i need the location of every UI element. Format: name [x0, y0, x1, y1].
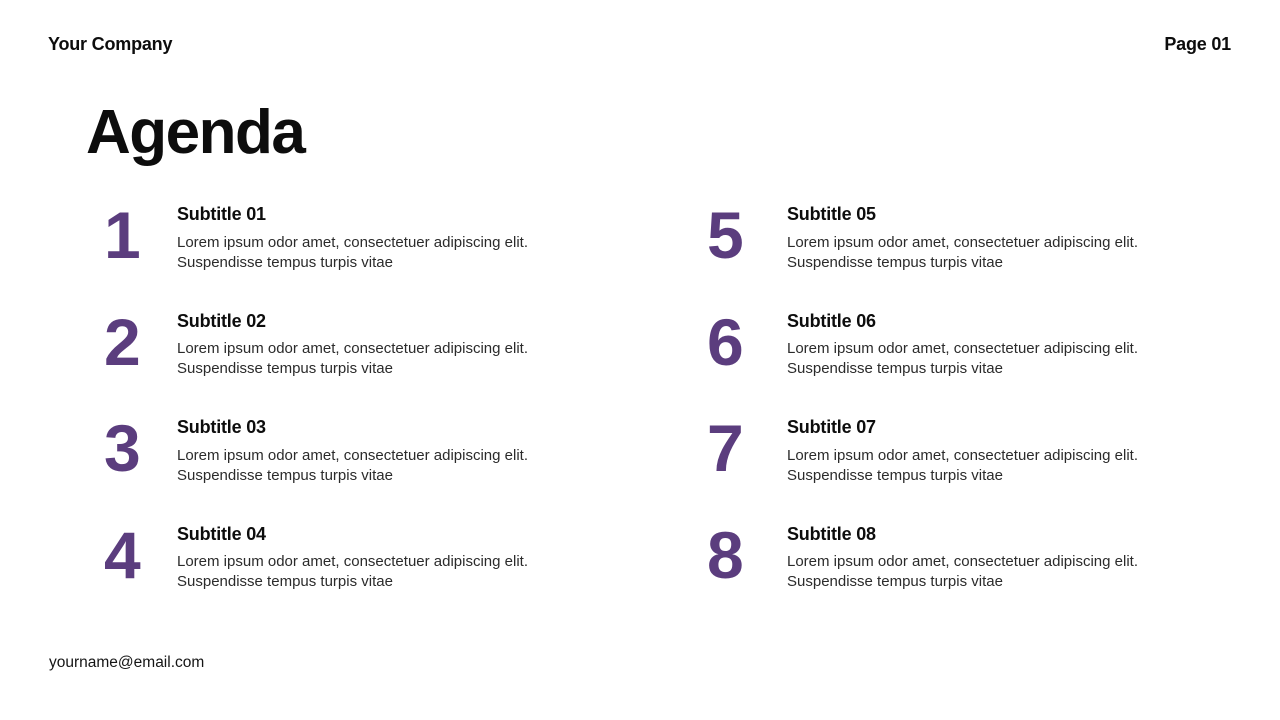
item-text-block: [177, 204, 528, 273]
item-description-line: Suspendisse tempus turpis vitae: [177, 253, 393, 271]
item-description-line: Suspendisse tempus turpis vitae: [177, 466, 393, 484]
agenda-item-1: [104, 198, 529, 273]
item-text-block: [177, 311, 528, 380]
agenda-item-5: [707, 198, 1139, 273]
company-name: Your Company: [48, 34, 173, 54]
item-number: 3: [104, 411, 139, 486]
item-description-line: Lorem ipsum odor amet, consectetuer adipiscing elit.: [177, 340, 529, 358]
item-description-line: Suspendisse tempus turpis vitae: [177, 360, 393, 378]
page-title: Agenda: [86, 98, 305, 167]
item-description-line: Lorem ipsum odor amet, consectetuer adipiscing elit.: [787, 233, 1139, 251]
item-description-line: Suspendisse tempus turpis vitae: [787, 573, 1003, 591]
footer-email: yourname@email.com: [49, 654, 205, 671]
item-text-block: [787, 417, 1138, 486]
item-subtitle: Subtitle 01: [177, 204, 266, 224]
item-description-line: Lorem ipsum odor amet, consectetuer adipiscing elit.: [177, 446, 529, 464]
item-text-block: [787, 204, 1138, 273]
agenda-item-8: [707, 517, 1139, 593]
page-number-label: Page 01: [1164, 34, 1231, 54]
item-description-line: Lorem ipsum odor amet, consectetuer adipiscing elit.: [787, 446, 1139, 464]
agenda-item-4: [104, 517, 529, 593]
agenda-item-6: [707, 304, 1139, 380]
item-number: 2: [104, 304, 139, 379]
item-subtitle: Subtitle 03: [177, 417, 266, 438]
item-description-line: Lorem ipsum odor amet, consectetuer adipiscing elit.: [177, 553, 529, 571]
item-number: 5: [707, 198, 742, 272]
item-subtitle: Subtitle 05: [787, 204, 876, 224]
item-subtitle: Subtitle 06: [787, 310, 876, 331]
agenda-column-right: [707, 198, 1139, 592]
item-text-block: [177, 417, 528, 486]
item-number: 1: [104, 198, 139, 272]
item-description-line: Lorem ipsum odor amet, consectetuer adipiscing elit.: [787, 553, 1139, 571]
item-description-line: Suspendisse tempus turpis vitae: [177, 573, 393, 591]
item-number: 8: [707, 517, 742, 592]
item-description-line: Suspendisse tempus turpis vitae: [787, 360, 1003, 378]
item-text-block: [787, 311, 1138, 380]
item-subtitle: Subtitle 07: [787, 417, 876, 438]
item-subtitle: Subtitle 04: [177, 523, 266, 544]
item-number: 7: [707, 411, 742, 486]
item-text-block: [177, 524, 528, 593]
item-description-line: Lorem ipsum odor amet, consectetuer adipiscing elit.: [787, 340, 1139, 358]
item-description-line: Lorem ipsum odor amet, consectetuer adipiscing elit.: [177, 233, 529, 251]
item-subtitle: Subtitle 02: [177, 310, 266, 331]
agenda-column-left: [104, 198, 529, 592]
item-number: 6: [707, 304, 742, 379]
item-text-block: [787, 524, 1138, 593]
item-number: 4: [104, 517, 139, 592]
item-description-line: Suspendisse tempus turpis vitae: [787, 253, 1003, 271]
agenda-item-3: [104, 411, 529, 486]
item-subtitle: Subtitle 08: [787, 523, 876, 544]
item-description-line: Suspendisse tempus turpis vitae: [787, 466, 1003, 484]
agenda-item-2: [104, 304, 529, 380]
agenda-item-7: [707, 411, 1139, 486]
